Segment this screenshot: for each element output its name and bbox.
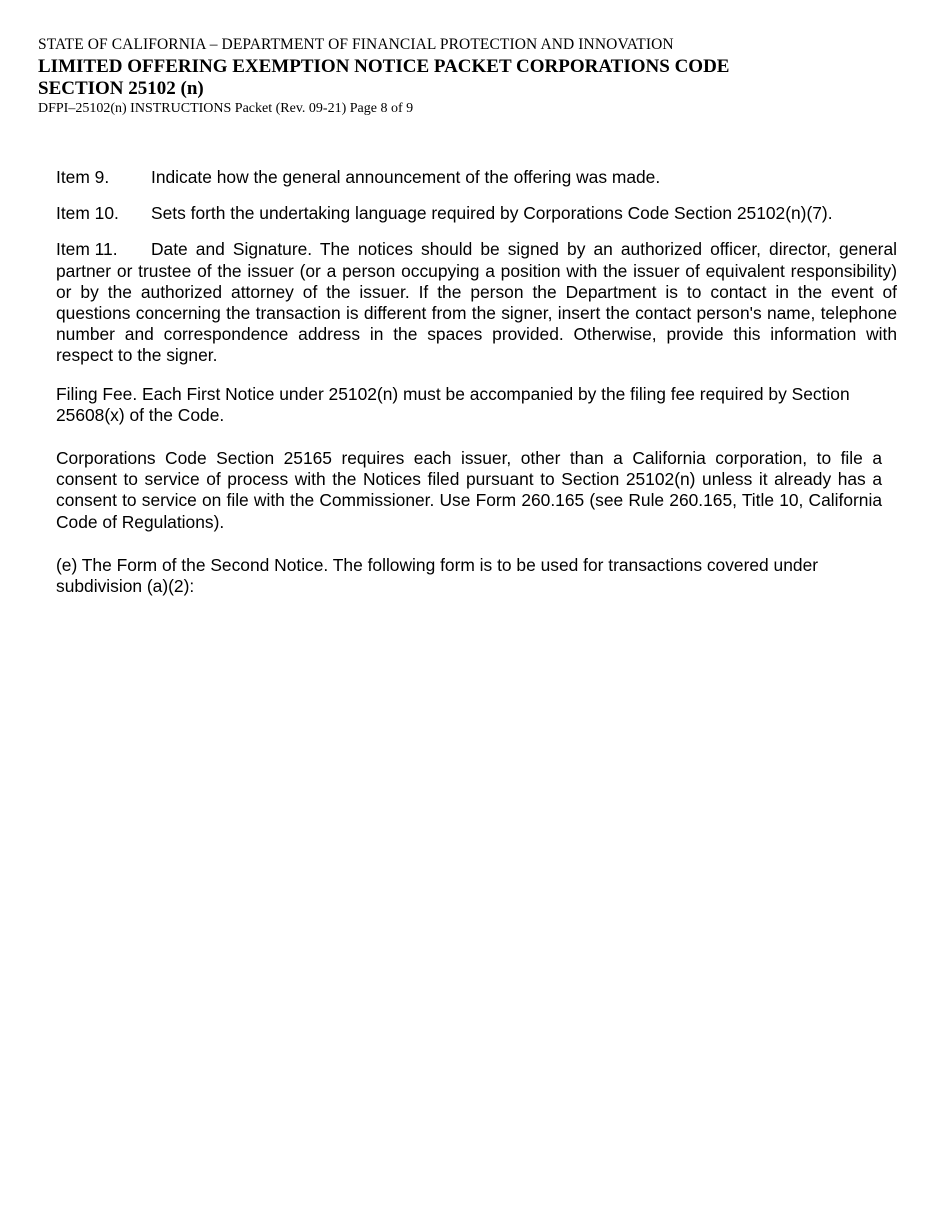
filing-fee-paragraph: Filing Fee. Each First Notice under 25102(n) must be accompanied by the filing fee required by Section 25608(x) of the Code. — [56, 383, 850, 425]
title-line-1: LIMITED OFFERING EXEMPTION NOTICE PACKET CORPORATIONS CODE — [38, 56, 730, 77]
instructions-body — [56, 167, 897, 597]
item-text: Date and Signature. The notices should be signed by an authorized officer, director, general partner or trustee of the issuer (or a person occupying a position with the issuer of equivalent responsibility) or by the authorized attorney of the issuer. If the person the Department is to contact in the event of questions concerning the transaction is different from the signer, insert the contact person's name, telephone number and correspondence address in the spaces provided. Otherwise, provide this information with respect to the signer. — [56, 239, 897, 366]
item-text: Indicate how the general announcement of the offering was made. — [151, 167, 661, 187]
item-text: Sets forth the undertaking language required by Corporations Code Section 25102(n)(7). — [151, 203, 833, 224]
item-11 — [56, 239, 897, 366]
item-label: Item 10. — [56, 203, 119, 224]
department-line: STATE OF CALIFORNIA – DEPARTMENT OF FINANCIAL PROTECTION AND INNOVATION — [38, 36, 674, 53]
item-label: Item 11. — [56, 239, 118, 260]
title-line-2: SECTION 25102 (n) — [38, 78, 204, 99]
consent-to-service-paragraph: Corporations Code Section 25165 requires each issuer, other than a California corporation, to file a consent to service of process with the Notices filed pursuant to Section 25102(n) unless it already has a consent to service on file with the Commissioner. Use Form 260.165 (see Rule 260.165, Title 10, California Code of Regulations). — [56, 448, 882, 532]
document-title — [38, 56, 898, 100]
item-10 — [56, 203, 897, 224]
form-reference: DFPI–25102(n) INSTRUCTIONS Packet (Rev. 09-21) Page 8 of 9 — [38, 101, 414, 116]
page-header — [38, 36, 898, 117]
item-label: Item 9. — [56, 167, 110, 187]
second-notice-paragraph: (e) The Form of the Second Notice. The following form is to be used for transactions covered under subdivision (a)(2): — [56, 554, 819, 597]
item-9 — [56, 167, 897, 188]
